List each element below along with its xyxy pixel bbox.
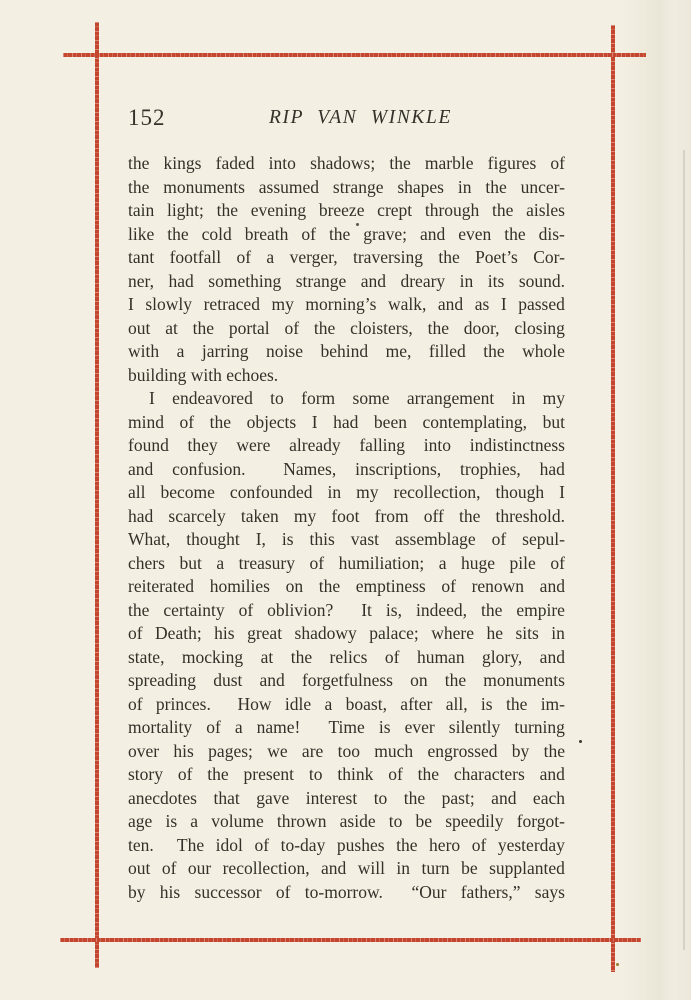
text-line: I endeavored to form some arrangement in my [149,388,565,408]
page-edge-shadow [683,150,685,950]
text-line: by his successor of to-morrow. “Our fathers,” says [128,881,565,902]
text-line: all become confounded in my recollection, though I [128,482,565,502]
text-line: the kings faded into shadows; the marble figures of [128,153,565,173]
text-line: tain light; the evening breeze crept through the aisles [128,200,565,220]
text-line: out at the portal of the cloisters, the door, closing [128,317,565,338]
text-line: had scarcely taken my foot from off the threshold. [128,505,565,526]
text-line: chers but a treasury of humiliation; a huge pile of [128,552,565,573]
frame-left-line [95,22,99,968]
text-line: story of the present to think of the characters and [128,764,565,784]
text-line: building with echoes. [128,364,279,385]
text-line: out of our recollection, and will in turn be supplanted [128,858,565,878]
text-line: age is a volume thrown aside to be speedily forgot- [128,811,565,831]
text-line: the monuments assumed strange shapes in the uncer- [128,176,565,197]
text-line: mortality of a name! Time is ever silently turning [128,717,565,737]
frame-top-line [63,53,646,57]
text-line: of princes. How idle a boast, after all, is the im- [128,693,565,714]
text-line: and confusion. Names, inscriptions, trophies, had [128,458,565,479]
text-line: tant footfall of a verger, traversing the Poet’s Cor- [128,247,565,267]
text-line: over his pages; we are too much engrossed by the [128,740,565,761]
frame-right-line [611,25,615,972]
scan-speck [579,740,582,743]
page-header [128,104,565,134]
text-line: found they were already falling into indistinctness [128,435,565,455]
text-line: mind of the objects I had been contemplating, but [128,411,565,432]
page-number: 152 [128,105,166,130]
text-line: spreading dust and forgetfulness on the monuments [128,670,565,690]
text-line: the certainty of oblivion? It is, indeed, the empire [128,599,565,620]
text-line: of Death; his great shadowy palace; where he sits in [128,623,565,643]
text-line: ner, had something strange and dreary in its sound. [128,270,565,291]
text-line: reiterated homilies on the emptiness of renown and [128,576,565,596]
frame-bottom-line [60,938,641,942]
scan-speck [616,963,619,966]
text-block [128,153,565,905]
text-line: What, thought I, is this vast assemblage of sepul- [128,529,565,549]
text-line: ten. The idol of to-day pushes the hero of yesterday [128,834,565,855]
text-line: with a jarring noise behind me, filled the whole [128,341,565,361]
text-line: state, mocking at the relics of human glory, and [128,646,565,667]
text-line: like the cold breath of the grave; and even the dis- [128,223,565,244]
scan-speck [356,223,359,226]
text-line: I slowly retraced my morning’s walk, and as I passed [128,294,565,314]
running-title: RIP VAN WINKLE [268,107,452,128]
text-line: anecdotes that gave interest to the past; and each [128,787,565,808]
